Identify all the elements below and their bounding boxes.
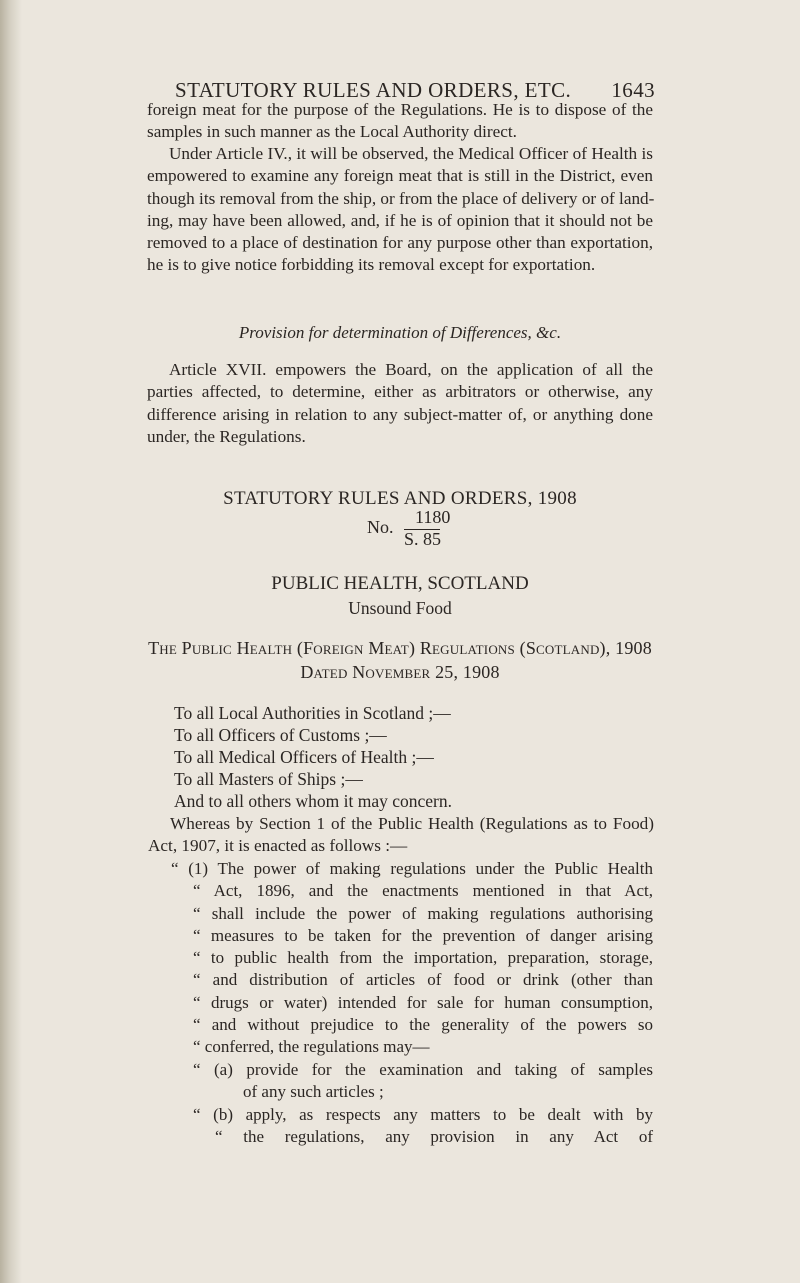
side-heading: Provision for determination of Differences, &c. (238, 323, 562, 342)
text-line: samples in such manner as the Local Authority direct. (147, 122, 517, 142)
text-line: parties affected, to determine, either as arbitrators or otherwise, any (147, 382, 653, 402)
text-line: “ (b) apply, as respects any matters to be dealt with by (193, 1105, 653, 1124)
sro-title: STATUTORY RULES AND ORDERS, 1908 (223, 488, 577, 509)
paragraph-article-iv (147, 143, 653, 277)
text-line: “ to public health from the importation, preparation, storage, (193, 948, 653, 968)
text-line: of any such articles ; (243, 1082, 384, 1102)
text-line: “ and distribution of articles of food or drink (other than (193, 970, 653, 990)
text-line: ing, may have been allowed, and, if he is of opinion that it should not be (147, 210, 653, 230)
sub-clause-b (193, 1104, 653, 1149)
addressee-line: And to all others whom it may concern. (174, 791, 452, 811)
running-head-title: STATUTORY RULES AND ORDERS, ETC. (175, 78, 572, 102)
text-line: “ conferred, the regulations may— (193, 1037, 430, 1057)
paragraph-article-xvii (147, 359, 653, 448)
text-line: “ measures to be taken for the prevention of danger arising (193, 925, 653, 945)
addressee-line: To all Officers of Customs ;— (174, 725, 387, 745)
text-line: empowered to examine any foreign meat that is still in the District, even (147, 166, 653, 186)
text-line: “ Act, 1896, and the enactments mentioned in that Act, (193, 881, 653, 901)
text-line: difference arising in relation to any subject-matter of, or anything done (147, 404, 653, 424)
addressee-line: To all Medical Officers of Health ;— (174, 747, 434, 767)
text-line: “ the regulations, any provision in any Act of (215, 1127, 653, 1147)
quotation-section-1 (171, 858, 653, 1059)
addressee-line: To all Local Authorities in Scotland ;— (174, 703, 451, 723)
text-line: Under Article IV., it will be observed, the Medical Officer of Health is (169, 144, 653, 163)
order-number-numerator: 1180 (415, 507, 451, 527)
text-line: “ (1) The power of making regulations under the Public Health (171, 859, 653, 878)
section-heading: PUBLIC HEALTH, SCOTLAND (271, 573, 529, 594)
text-line: “ drugs or water) intended for sale for human consumption, (193, 992, 653, 1012)
page-number: 1643 (611, 78, 655, 102)
paragraph-samples (147, 99, 653, 144)
order-number-label: No. (367, 517, 394, 537)
regulations-date: Dated November 25, 1908 (300, 662, 500, 682)
text-line: foreign meat for the purpose of the Regulations. He is to dispose of the (147, 100, 653, 119)
text-line: though its removal from the ship, or from the place of delivery or of land- (147, 188, 655, 208)
order-number (367, 507, 451, 551)
text-line: under, the Regulations. (147, 426, 306, 446)
text-line: Act, 1907, it is enacted as follows :— (148, 836, 408, 856)
sub-heading: Unsound Food (348, 598, 452, 618)
text-line: removed to a place of destination for any purpose other than exportation, (147, 233, 653, 253)
regulations-title: The Public Health (Foreign Meat) Regulations (Scotland), 1908 (148, 638, 652, 658)
order-number-denominator: S. 85 (404, 529, 442, 549)
text-line: Article XVII. empowers the Board, on the application of all the (169, 360, 653, 379)
text-line: Whereas by Section 1 of the Public Health (Regulations as to Food) (170, 814, 654, 833)
text-line: he is to give notice forbidding its removal except for exportation. (147, 255, 596, 275)
paragraph-whereas (148, 813, 654, 858)
sub-clause-a (193, 1059, 653, 1104)
text-line: “ and without prejudice to the generality of the powers so (193, 1015, 653, 1035)
addressee-line: To all Masters of Ships ;— (174, 769, 363, 789)
text-line: “ (a) provide for the examination and taking of samples (193, 1060, 653, 1079)
text-line: “ shall include the power of making regulations authorising (193, 903, 653, 923)
